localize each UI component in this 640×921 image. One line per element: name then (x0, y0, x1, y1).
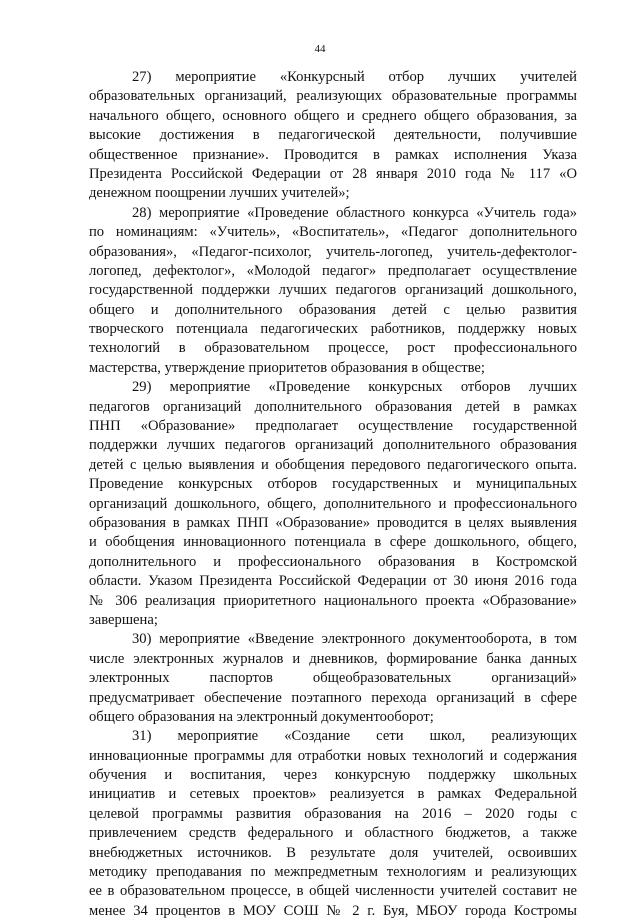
text-line: поддержки лучших педагогов организаций дополнительного образования (89, 437, 577, 454)
text-line: образования в рамках ПНП «Образование» проводится в целях выявления (89, 514, 577, 531)
text-line: № 306 реализация приоритетного национального проекта «Образование» (89, 592, 577, 609)
text-line: технологий в образовательном процессе, рост профессионального (89, 340, 577, 357)
text-line: внебюджетных источников. В результате доля учителей, освоивших (89, 844, 577, 861)
page-number: 44 (314, 43, 326, 55)
text-line: государственной поддержки лучших педагогов организаций дошкольного, (89, 282, 577, 299)
text-line: образовательных организаций, реализующих образовательные программы (89, 88, 577, 105)
text-line: электронных паспортов общеобразовательных организаций» (89, 670, 577, 687)
text-line: 29) мероприятие «Проведение конкурсных отборов лучших (132, 379, 577, 396)
text-line: общего и дополнительного образования детей с целью развития (89, 301, 577, 318)
text-line: методику преподавания по межпредметным технологиям и реализующих (89, 864, 577, 881)
text-line: инновационные программы для отработки новых технологий и содержания (89, 747, 577, 764)
text-line: менее 34 процентов в МОУ СОШ № 2 г. Буя, МБОУ города Костромы (89, 902, 577, 919)
text-line: предусматривает обеспечение поэтапного перехода организаций в сфере (89, 689, 577, 706)
text-line: числе электронных журналов и дневников, формирование банка данных (89, 650, 577, 667)
text-line: общественное признание». Проводится в рамках исполнения Указа (89, 146, 577, 163)
text-line: привлечением средств федерального и областного бюджетов, а также (89, 825, 577, 842)
text-line: педагогов организаций дополнительного образования детей в рамках (89, 398, 577, 415)
document-body (89, 68, 577, 921)
text-line: логопед, дефектолог», «Молодой педагог» предполагает осуществление (89, 262, 577, 279)
text-line: 28) мероприятие «Проведение областного конкурса «Учитель года» (132, 204, 577, 221)
text-line: Проведение конкурсных отборов государственных и муниципальных (89, 476, 577, 493)
text-line: ее в образовательном процессе, в общей численности учителей составит не (89, 883, 577, 900)
text-line: денежном поощрении лучших учителей»; (89, 185, 350, 202)
text-line: завершена; (89, 611, 158, 628)
text-line: творческого потенциала педагогических работников, поддержку новых (89, 321, 577, 338)
text-line: организаций дошкольного, общего, дополнительного и профессионального (89, 495, 577, 512)
text-line: и обобщения инновационного потенциала в сфере дошкольного, общего, (89, 534, 577, 551)
text-line: общего образования на электронный документооборот; (89, 708, 434, 725)
text-line: обучения и воспитания, через конкурсную поддержку школьных (89, 767, 577, 784)
text-line: детей с целью выявления и обобщения передового педагогического опыта. (89, 456, 577, 473)
text-line: Президента Российской Федерации от 28 января 2010 года № 117 «О (89, 165, 577, 182)
text-line: 31) мероприятие «Создание сети школ, реализующих (132, 728, 577, 745)
text-line: высокие достижения в педагогической деятельности, получившие (89, 127, 577, 144)
text-line: мастерства, утверждение приоритетов образования в обществе; (89, 359, 485, 376)
text-line: инициатив и сетевых проектов» реализуется в рамках Федеральной (89, 786, 577, 803)
text-line: дополнительного и профессионального образования в Костромской (89, 553, 577, 570)
text-line: целевой программы развития образования на 2016 – 2020 годы с (89, 805, 577, 822)
text-line: начального общего, основного общего и среднего общего образования, за (89, 107, 577, 124)
text-line: 30) мероприятие «Введение электронного документооборота, в том (132, 631, 577, 648)
text-line: по номинациям: «Учитель», «Воспитатель», «Педагог дополнительного (89, 224, 577, 241)
text-line: области. Указом Президента Российской Федерации от 30 июня 2016 года (89, 573, 577, 590)
text-line: 27) мероприятие «Конкурсный отбор лучших учителей (132, 69, 577, 85)
text-line: ПНП «Образование» предполагает осуществление государственной (89, 418, 577, 435)
text-line: образования», «Педагог-психолог, учитель-логопед, учитель-дефектолог- (89, 243, 577, 260)
